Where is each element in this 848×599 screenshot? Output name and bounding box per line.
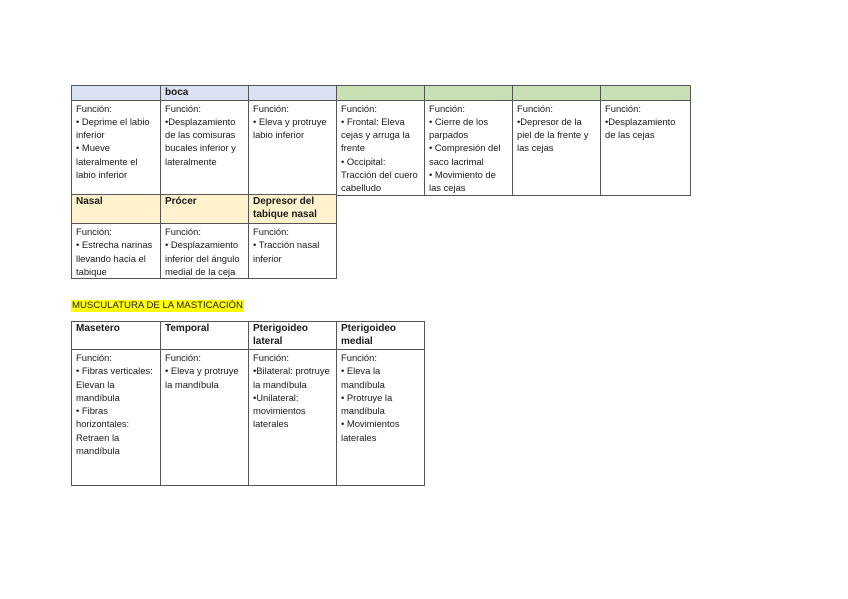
- function-cell: [249, 350, 337, 486]
- table-row: [72, 350, 425, 486]
- cell-line: Función:: [517, 102, 553, 114]
- header-row: [72, 195, 337, 224]
- cell-line: Función:: [429, 102, 465, 114]
- header-cell: [425, 86, 513, 101]
- cell-line: Función:: [165, 352, 201, 363]
- header-cell: [72, 86, 161, 101]
- header-cell: Pterigoideo lateral: [249, 322, 337, 350]
- header-cell: [249, 86, 337, 101]
- header-row: [72, 86, 691, 101]
- cell-line: • Eleva la mandíbula: [341, 365, 385, 390]
- cell-line: • Movimientos laterales: [341, 418, 400, 443]
- cell-line: •Depresor de la piel de la frente y las cejas: [517, 115, 589, 154]
- function-cell: [337, 100, 425, 195]
- header-cell: Temporal: [161, 322, 249, 350]
- table-row: [72, 224, 337, 279]
- cell-line: Función:: [165, 226, 201, 237]
- cell-line: Función:: [341, 102, 377, 114]
- header-cell: Masetero: [72, 322, 161, 350]
- cell-line: Función:: [341, 352, 377, 363]
- header-cell: [601, 86, 691, 101]
- function-cell: [161, 100, 249, 195]
- header-cell: Depresor del tabique nasal: [249, 195, 337, 224]
- cell-line: • Mueve lateralmente el labio inferior: [76, 142, 138, 180]
- cell-line: Función:: [76, 352, 112, 363]
- function-cell: [72, 350, 161, 486]
- cell-line: • Deprime el labio inferior: [76, 115, 150, 141]
- cell-line: • Fibras horizontales: Retraen la mandíbula: [76, 405, 130, 457]
- function-cell: [72, 224, 161, 279]
- header-cell: boca: [161, 86, 249, 101]
- function-cell: [249, 100, 337, 195]
- cell-line: • Eleva y protruye labio inferior: [253, 115, 327, 141]
- header-row: [72, 322, 425, 350]
- cell-line: • Eleva y protruye la mandíbula: [165, 365, 239, 390]
- cell-line: • Desplazamiento inferior del ángulo medial de la ceja: [165, 239, 240, 277]
- function-cell: [425, 100, 513, 195]
- cell-line: •Unilateral: movimientos laterales: [253, 391, 306, 430]
- cell-line: Función:: [253, 102, 289, 114]
- function-cell: [161, 224, 249, 279]
- header-cell: Pterigoideo medial: [337, 322, 425, 350]
- table-row: [72, 100, 691, 195]
- cell-line: • Fibras verticales: Elevan la mandíbula: [76, 365, 153, 403]
- cell-line: • Cierre de los parpados: [429, 115, 489, 141]
- cell-line: Función:: [165, 102, 201, 114]
- function-cell: [161, 350, 249, 486]
- header-cell: Prócer: [161, 195, 249, 224]
- cell-line: • Protruye la mandíbula: [341, 391, 393, 417]
- cell-line: Función:: [76, 226, 112, 237]
- mastication-muscles-table: [71, 321, 425, 486]
- cell-line: • Movimiento de las cejas: [429, 168, 496, 194]
- header-cell: [513, 86, 601, 101]
- cell-line: Función:: [76, 102, 112, 114]
- function-cell: [513, 100, 601, 195]
- section-title: MUSCULATURA DE LA MASTICACIÓN: [72, 300, 243, 311]
- function-cell: [249, 224, 337, 279]
- cell-line: • Estrecha narinas llevando hacia el tabique: [76, 239, 153, 277]
- nasal-muscles-table: [71, 194, 337, 279]
- header-cell: [337, 86, 425, 101]
- cell-line: Función:: [605, 102, 641, 114]
- cell-line: Función:: [253, 226, 289, 237]
- function-cell: [72, 100, 161, 195]
- cell-line: •Desplazamiento de las comisuras bucales inferior y lateralmente: [165, 115, 236, 167]
- facial-muscles-table: [71, 85, 691, 196]
- function-cell: [601, 100, 691, 195]
- cell-line: • Occipital: Tracción del cuero cabelludo: [341, 155, 418, 194]
- cell-line: •Bilateral: protruye la mandíbula: [253, 365, 330, 390]
- cell-line: •Desplazamiento de las cejas: [605, 115, 676, 141]
- header-cell: Nasal: [72, 195, 161, 224]
- cell-line: • Frontal: Eleva cejas y arruga la frente: [341, 115, 410, 154]
- cell-line: • Tracción nasal inferior: [253, 239, 320, 264]
- cell-line: Función:: [253, 352, 289, 363]
- cell-line: • Compresión del saco lacrimal: [429, 142, 501, 167]
- function-cell: [337, 350, 425, 486]
